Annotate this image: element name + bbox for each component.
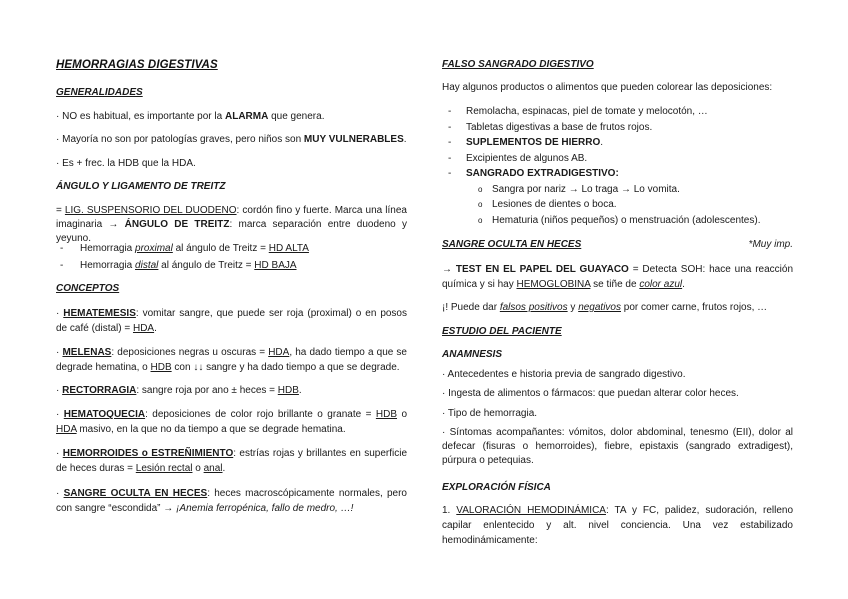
circle-bullet-icon: o [478, 200, 483, 209]
falso-sangrado-intro: Hay algunos productos o alimentos que pueden colorear las deposiciones: [442, 82, 773, 93]
anamnesis-heading: ANAMNESIS [442, 349, 503, 360]
bullet-dash: - [60, 260, 64, 271]
treitz-item-proximal: - Hemorragia proximal al ángulo de Treitz = HD ALTA [56, 242, 407, 255]
concept-hematoquecia: · HEMATOQUECIA: deposiciones de color rojo brillante o granate = HDB o HDA masivo, en la que no da tiempo a que se degrade hematina. [56, 409, 408, 435]
sangre-oculta-heading: SANGRE OCULTA EN HECES [442, 239, 582, 250]
falso-item-2: - Tabletas digestivas a base de frutos rojos. [442, 121, 793, 134]
falso-sangrado-heading: FALSO SANGRADO DIGESTIVO [442, 59, 594, 70]
anamnesis-item-1: · Antecedentes e historia previa de sangrado digestivo. [442, 369, 686, 380]
circle-bullet-icon: o [478, 185, 483, 194]
concept-hemorroides: · HEMORROIDES o ESTREÑIMIENTO: estrías rojas y brillantes en superficie de heces duras = Lesión rectal o anal. [56, 448, 408, 474]
anamnesis-item-4: · Síntomas acompañantes: vómitos, dolor abdominal, tenesmo (EII), dolor al defecar (fisuras o hemorroides), fiebre, epistaxis (sangrado extradigest), púrpura o petequias. [442, 427, 793, 466]
bullet-dash: - [448, 137, 452, 148]
falso-item-3: - SUPLEMENTOS DE HIERRO. [442, 136, 793, 149]
bullet-dash: - [448, 168, 452, 179]
treitz-paragraph: = LIG. SUSPENSORIO DEL DUODENO: cordón fino y fuerte. Marca una línea imaginaria → ÁNGULO DE TREITZ: marca separación entre duodeno y yeyuno. [56, 205, 407, 244]
concept-melenas: · MELENAS: deposiciones negras u oscuras = HDA, ha dado tiempo a que se degrade hematina, o HDB con ↓↓ sangre y ha dado tiempo a que se degrade. [56, 347, 407, 373]
falso-item-5: - SANGRADO EXTRADIGESTIVO: [442, 167, 793, 180]
generalidades-heading: GENERALIDADES [56, 87, 143, 98]
concept-rectorragia: · RECTORRAGIA: sangre roja por ano ± heces = HDB. [56, 385, 302, 396]
concept-hematemesis: · HEMATEMESIS: vomitar sangre, que puede ser roja (proximal) o en posos de café (distal) = HDA. [56, 308, 407, 334]
generalidades-paragraph-3: · Es + frec. la HDB que la HDA. [56, 158, 196, 169]
exploracion-heading: EXPLORACIÓN FÍSICA [442, 482, 551, 493]
anamnesis-item-2: · Ingesta de alimentos o fármacos: que puedan alterar color heces. [442, 388, 739, 399]
falso-subitem-2: o Lesiones de dientes o boca. [442, 198, 823, 211]
falso-subitem-1: o Sangra por nariz → Lo traga → Lo vomita. [442, 183, 823, 196]
bullet-dash: - [448, 153, 452, 164]
bullet-dash: - [60, 243, 64, 254]
bullet-dash: - [448, 106, 452, 117]
falso-item-4: - Excipientes de algunos AB. [442, 152, 793, 165]
concept-sangre-oculta: · SANGRE OCULTA EN HECES: heces macroscópicamente normales, pero con sangre “escondida” → ¡Anemia ferropénica, fallo de medro, …! [56, 488, 407, 514]
treitz-item-distal: - Hemorragia distal al ángulo de Treitz = HD BAJA [56, 259, 407, 272]
circle-bullet-icon: o [478, 216, 483, 225]
conceptos-heading: CONCEPTOS [56, 283, 120, 294]
falso-item-1: - Remolacha, espinacas, piel de tomate y melocotón, … [442, 105, 793, 118]
sangre-oculta-paragraph-2: ¡! Puede dar falsos positivos y negativos por comer carne, frutos rojos, … [442, 302, 768, 313]
falso-subitem-3: o Hematuria (niños pequeños) o menstruación (adolescentes). [442, 214, 823, 227]
treitz-heading: ÁNGULO Y LIGAMENTO DE TREITZ [56, 181, 226, 192]
generalidades-paragraph-2: · Mayoría no son por patologías graves, pero niños son MUY VULNERABLES. [56, 134, 407, 145]
valoracion-hemodinamica: 1. VALORACIÓN HEMODINÁMICA: TA y FC, palidez, sudoración, relleno capilar enlentecido y alt. nivel conciencia. Una vez estabilizado hemodinámicamente: [442, 505, 794, 546]
anamnesis-item-3: · Tipo de hemorragia. [442, 408, 538, 419]
estudio-heading: ESTUDIO DEL PACIENTE [442, 326, 562, 337]
generalidades-paragraph-1: · NO es habitual, es importante por la ALARMA que genera. [56, 111, 325, 122]
sangre-oculta-note: *Muy imp. [748, 239, 793, 250]
document-title: HEMORRAGIAS DIGESTIVAS [56, 59, 218, 71]
sangre-oculta-paragraph-1: → TEST EN EL PAPEL DEL GUAYACO = Detecta SOH: hace una reacción química y si hay HEMOGLOBINA se tiñe de color azul. [442, 264, 794, 290]
bullet-dash: - [448, 122, 452, 133]
